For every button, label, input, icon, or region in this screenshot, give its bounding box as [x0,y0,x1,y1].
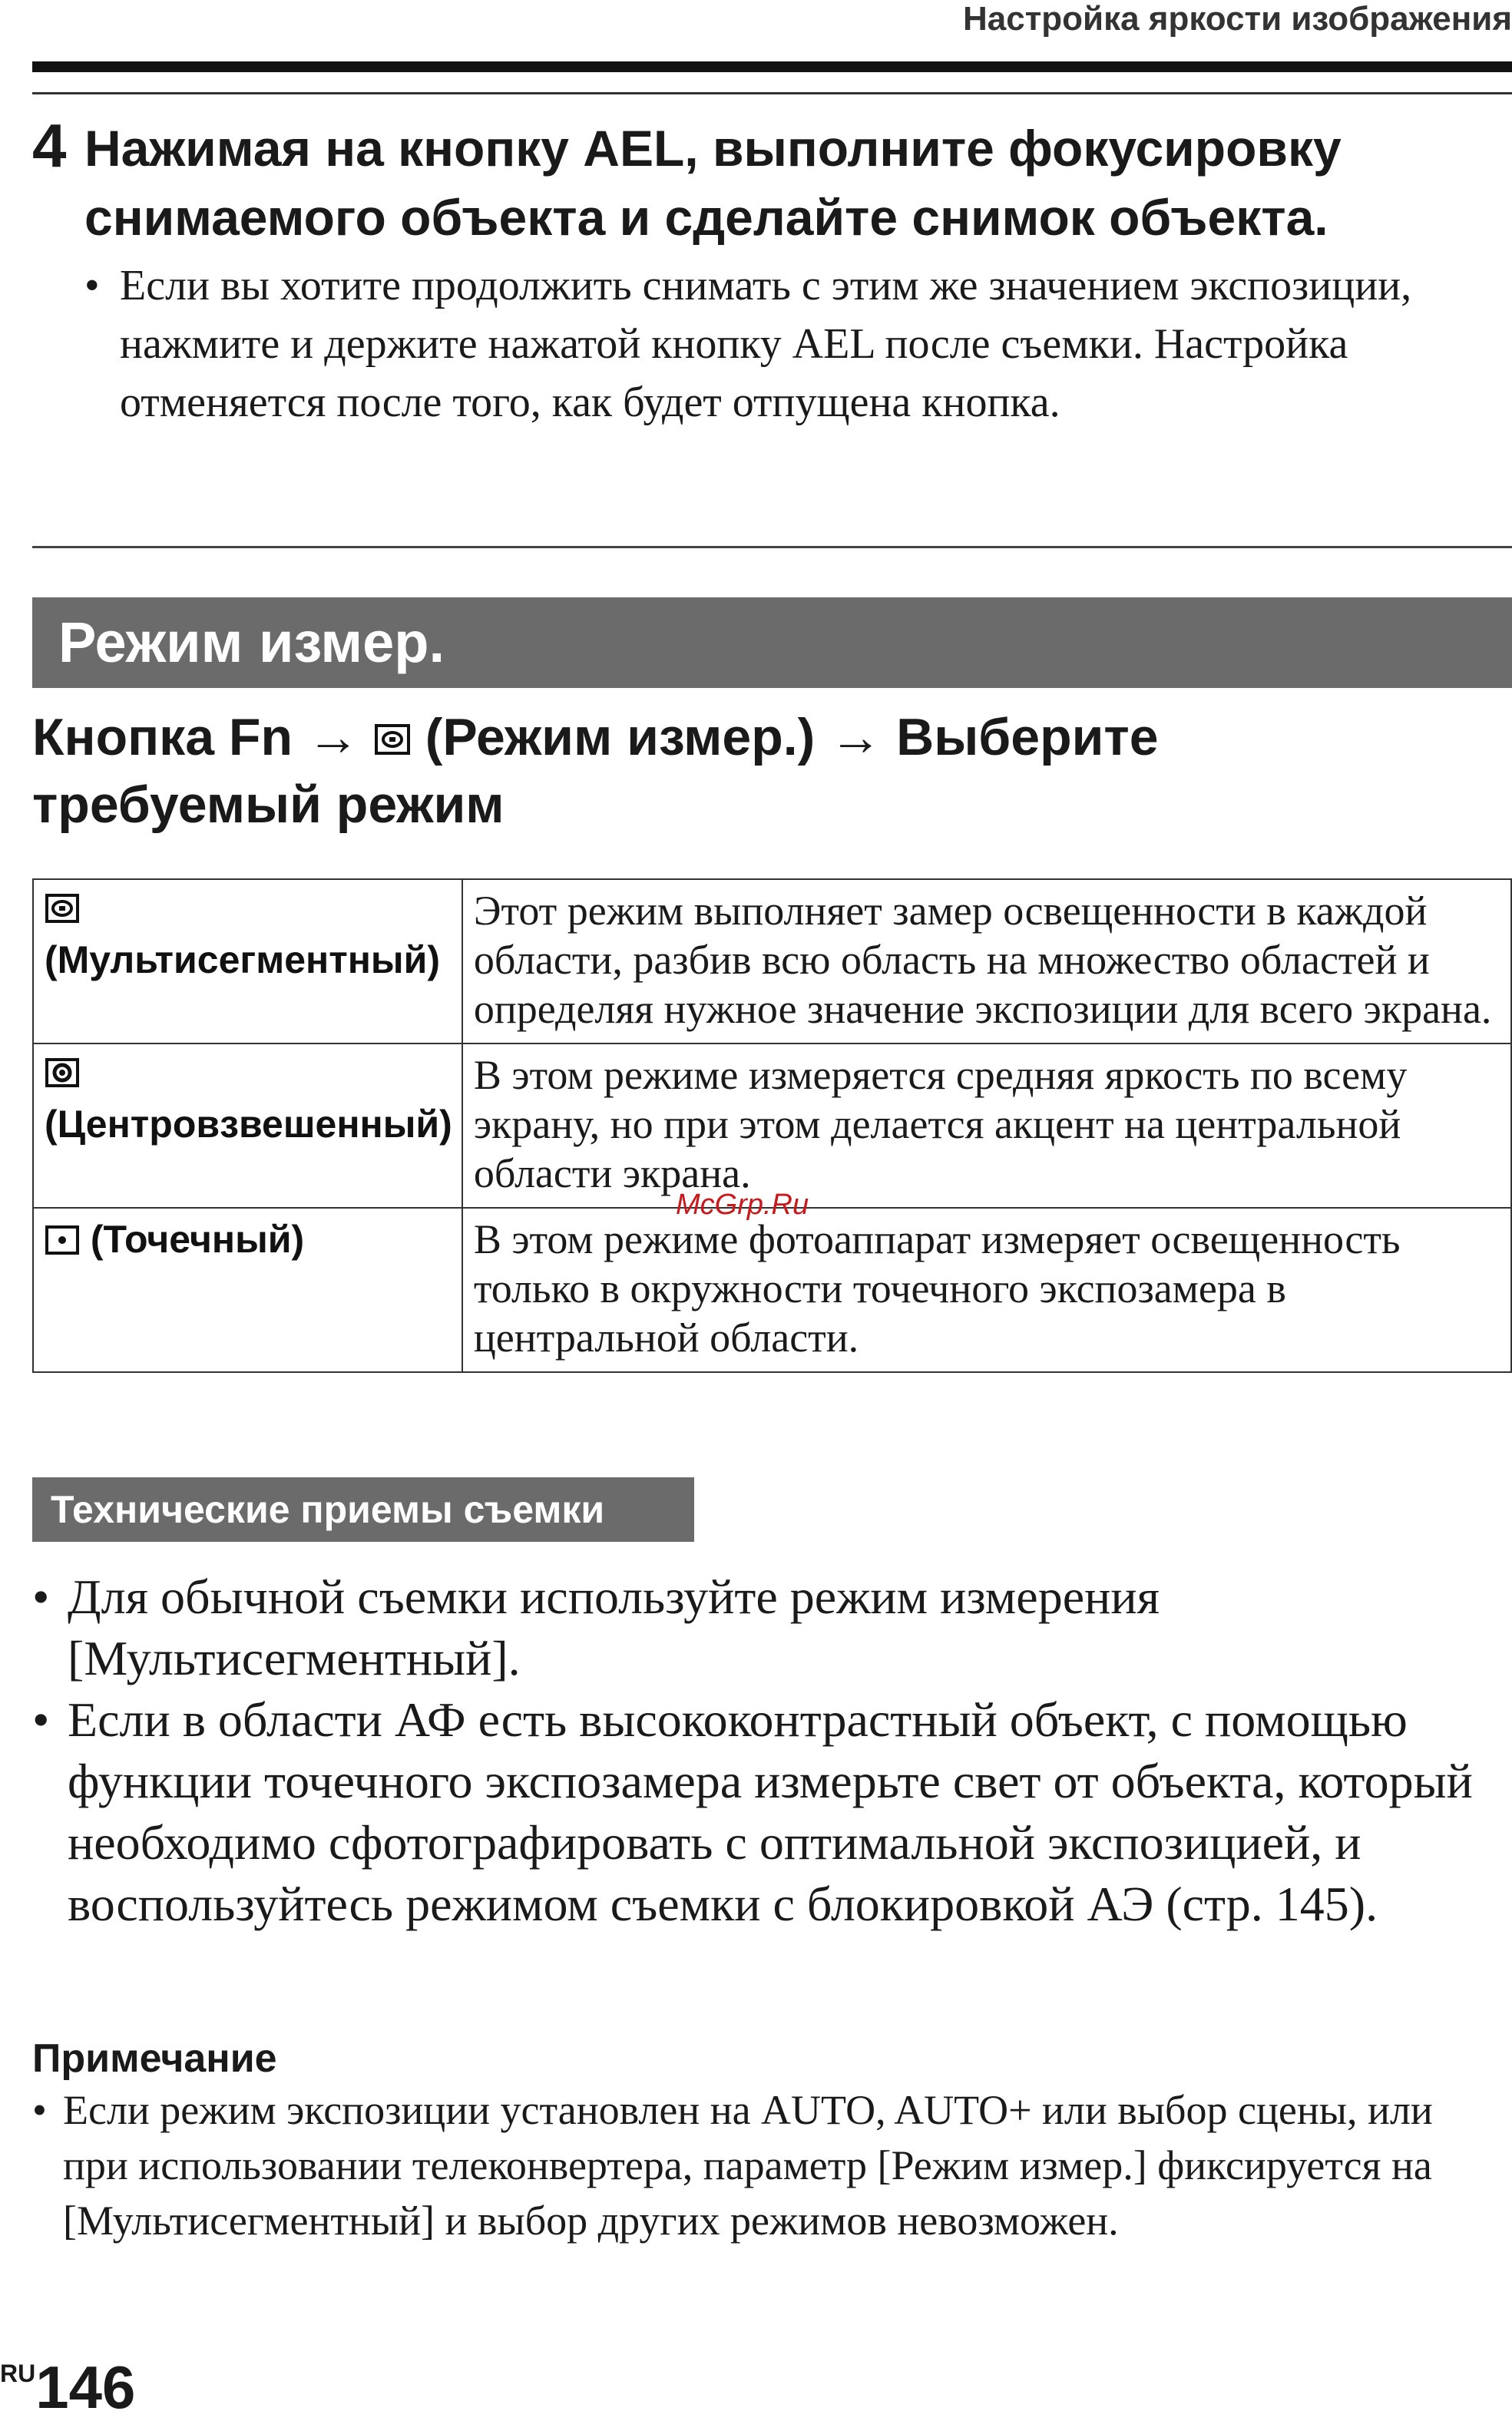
section-divider [32,546,1512,548]
step-title-line-1: Нажимая на кнопку AEL, выполните фокусировку [84,120,1342,177]
mode-name-cell [33,1208,462,1372]
step-note-text: Если вы хотите продолжить снимать с этим же значением экспозиции, нажмите и держите нажатой кнопку AEL после съемки. Настройка отменяется после того, как будет отпущена кнопка. [120,262,1412,426]
step-note [84,256,1491,432]
watermark: McGrp.Ru [676,1189,809,1221]
instruction-select: Выберите [896,708,1159,766]
list-item [32,1689,1507,1935]
metering-center-icon [45,1057,80,1088]
running-header: Настройка яркости изображения [963,0,1512,38]
arrow-icon: → [829,708,882,766]
note-text: Если режим экспозиции установлен на AUTO, AUTO+ или выбор сцены, или при использовании телеконвертера, параметр [Режим измер.] фиксируется на [Мультисегментный] и выбор других режимов невозможен. [63,2087,1433,2244]
section-title: Режим измер. [58,610,445,674]
mode-name: (Мультисегментный) [45,938,440,981]
instruction-line-2: требуемый режим [32,776,505,834]
instruction-fn-button: Кнопка Fn [32,708,293,766]
table-row [33,1043,1511,1208]
page-number-value: 146 [35,2353,136,2421]
step-4 [32,111,1491,432]
bullet: • [32,1569,50,1624]
step-title-line-2: снимаемого объекта и сделайте снимок объекта. [84,189,1328,246]
mode-name-cell [33,879,462,1043]
note-list [32,2082,1507,2248]
list-item [32,2082,1507,2248]
header-rule-thick [32,61,1512,72]
tips-title: Технические приемы съемки [51,1488,605,1531]
step-number: 4 [32,111,67,180]
metering-multi-icon [45,893,80,924]
mode-description: В этом режиме измеряется средняя яркость по всему экрану, но при этом делается акцент на центральной области экрана. [462,1043,1511,1208]
tip-text: Для обычной съемки используйте режим измерения [Мультисегментный]. [68,1569,1160,1685]
bullet: • [32,1692,50,1747]
metering-modes-table [32,878,1512,1373]
mode-description: Этот режим выполняет замер освещенности в каждой области, разбив всю область на множество областей и определяя нужное значение экспозиции для всего экрана. [462,879,1511,1043]
table-row [33,1208,1511,1372]
instruction [32,703,1491,838]
page-language: RU [0,2360,36,2387]
bullet: • [32,2087,47,2133]
table-row [33,879,1511,1043]
page-number [0,2353,136,2421]
bullet: • [84,262,100,309]
tip-text: Если в области АФ есть высококонтрастный объект, с помощью функции точечного экспозамера измерьте свет от объекта, который необходимо сфотографировать с оптимальной экспозицией, и воспользуйтесь режимом съемки с блокировкой АЭ (стр. 145). [68,1692,1473,1931]
mode-name: (Центровзвешенный) [45,1103,452,1146]
tips-list [32,1566,1507,1935]
metering-spot-icon [45,1225,80,1255]
instruction-mode-label: (Режим измер.) [425,708,816,766]
list-item [32,1566,1507,1689]
step-title [84,114,1491,252]
tips-header [32,1477,694,1542]
mode-description: В этом режиме фотоаппарат измеряет освещенность только в окружности точечного экспозамера в центральной области. [462,1208,1511,1372]
mode-name-cell [33,1043,462,1208]
mode-name: (Точечный) [90,1218,305,1261]
note-title: Примечание [32,2036,277,2081]
section-header [32,597,1512,688]
header-rule-thin [32,92,1512,94]
arrow-icon: → [306,708,359,766]
metering-multi-icon [374,721,411,758]
